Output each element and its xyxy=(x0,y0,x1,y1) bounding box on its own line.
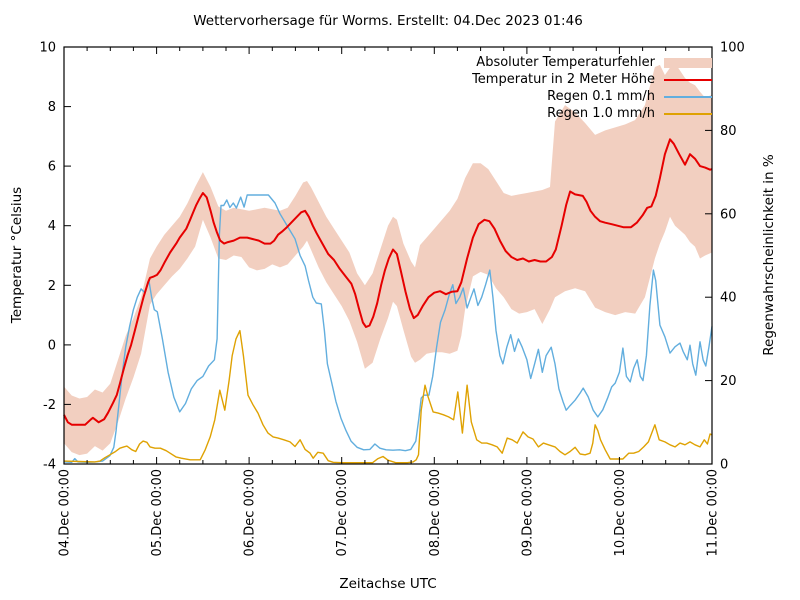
y-left-tick-label: 8 xyxy=(47,100,56,116)
error-band-swatch xyxy=(664,58,712,68)
y-right-tick-label: 80 xyxy=(720,123,737,139)
x-tick-label: 04.Dec 00:00 xyxy=(57,469,73,557)
y-axis-label-right: Regenwahrscheinlichkeit in % xyxy=(761,154,777,356)
y-left-tick-label: -2 xyxy=(43,397,56,413)
x-tick-label: 05.Dec 00:00 xyxy=(150,469,166,557)
y-right-tick-label: 40 xyxy=(720,290,737,306)
x-tick-label: 08.Dec 00:00 xyxy=(427,469,443,557)
rain10-line xyxy=(64,331,712,463)
y-right-tick-label: 100 xyxy=(720,40,745,56)
y-left-tick-label: 10 xyxy=(39,40,56,56)
x-tick-label: 06.Dec 00:00 xyxy=(242,469,258,557)
y-left-tick-label: -4 xyxy=(43,457,56,473)
legend-row-temperature xyxy=(472,71,712,88)
y-right-tick-label: 0 xyxy=(720,457,729,473)
legend-row-rain10 xyxy=(472,105,712,122)
y-left-tick-label: 4 xyxy=(47,219,56,235)
y-right-tick-label: 20 xyxy=(720,374,737,390)
y-left-tick-label: 6 xyxy=(47,159,56,175)
chart-title: Wettervorhersage für Worms. Erstellt: 04.Dec 2023 01:46 xyxy=(193,13,583,29)
rain10-line-swatch xyxy=(664,113,712,115)
legend-label-temperature: Temperatur in 2 Meter Höhe xyxy=(472,72,655,87)
temperature-line-swatch xyxy=(664,79,712,81)
x-tick-label: 11.Dec 00:00 xyxy=(705,469,721,557)
legend-label-error-band: Absoluter Temperaturfehler xyxy=(476,55,655,70)
x-tick-label: 10.Dec 00:00 xyxy=(612,469,628,557)
legend-row-rain01 xyxy=(472,88,712,105)
legend-label-rain01: Regen 0.1 mm/h xyxy=(547,89,655,104)
y-left-tick-label: 2 xyxy=(47,278,56,294)
y-right-tick-label: 60 xyxy=(720,207,737,223)
x-axis-label: Zeitachse UTC xyxy=(339,576,437,592)
legend-row-error-band xyxy=(472,54,712,71)
legend-label-rain10: Regen 1.0 mm/h xyxy=(547,106,655,121)
x-tick-label: 07.Dec 00:00 xyxy=(335,469,351,557)
rain01-line-swatch xyxy=(664,96,712,98)
y-left-tick-label: 0 xyxy=(47,338,56,354)
x-tick-label: 09.Dec 00:00 xyxy=(520,469,536,557)
legend xyxy=(472,54,712,122)
y-axis-label-left: Temperatur °Celsius xyxy=(9,186,25,324)
